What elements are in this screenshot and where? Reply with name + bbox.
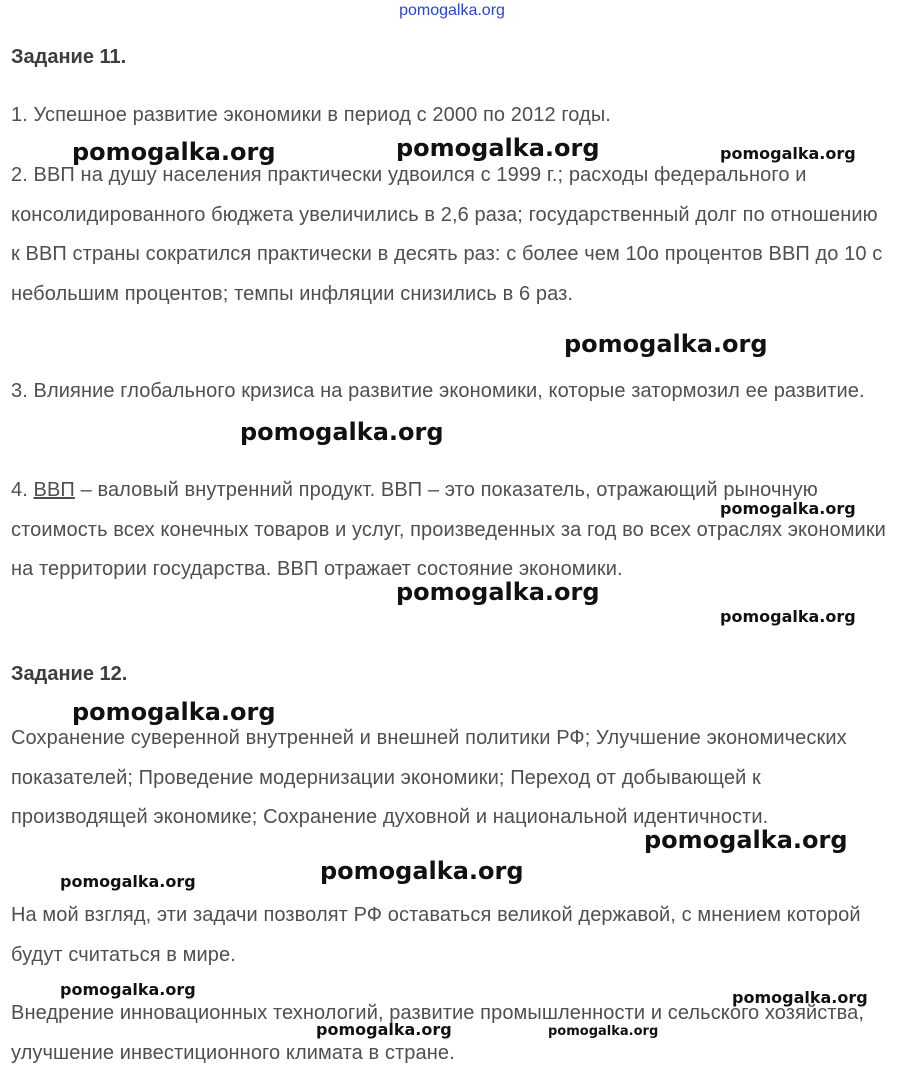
task-11-paragraph-1: 1. Успешное развитие экономики в период с 2000 по 2012 годы. <box>11 104 611 126</box>
task-12-paragraph-2: На мой взгляд, эти задачи позволят РФ оставаться великой державой, с мнением которой будут считаться в мире. <box>11 904 861 966</box>
task-11-paragraph-3: 3. Влияние глобального кризиса на развитие экономики, которые затормозил ее развитие. <box>11 380 865 402</box>
watermark: pomogalka.org <box>396 578 600 606</box>
task-11-paragraph-2: 2. ВВП на душу населения практически удвоился с 1999 г.; расходы федерального и консолидированного бюджета увеличились в 2,6 раза; государственный долг по отношению к ВВП страны сократился практически в десять раз: с более чем 10о процентов ВВП до 10 с небольшим процентов; темпы инфляции снизились в 6 раз. <box>11 164 883 305</box>
watermark: pomogalka.org <box>396 134 600 162</box>
watermark: pomogalka.org <box>72 138 276 166</box>
task-12-paragraph-1: Сохранение суверенной внутренней и внешней политики РФ; Улучшение экономических показателей; Проведение модернизации экономики; Переход от добывающей к производящей экономике; Сохранение духовной и национальной идентичности. <box>11 727 847 828</box>
site-header-watermark: pomogalka.org <box>399 2 505 19</box>
watermark: pomogalka.org <box>720 144 856 163</box>
task-12-paragraph-3: Внедрение инновационных технологий, развитие промышленности и сельского хозяйства, улучшение инвестиционного климата в стране. <box>11 1002 865 1064</box>
watermark: pomogalka.org <box>60 980 196 999</box>
watermark: pomogalka.org <box>72 698 276 726</box>
watermark: pomogalka.org <box>320 857 524 885</box>
task-12-heading: Задание 12. <box>11 663 128 685</box>
watermark: pomogalka.org <box>720 499 856 518</box>
watermark: pomogalka.org <box>60 872 196 891</box>
task-11-heading: Задание 11. <box>11 46 127 68</box>
watermark: pomogalka.org <box>548 1024 659 1039</box>
paragraph-4-text: – валовый внутренний продукт. ВВП – это показатель, отражающий рыночную стоимость всех конечных товаров и услуг, произведенных за год во всех отраслях экономики на территории государства. ВВП отражает состояние экономики. <box>11 479 886 580</box>
watermark: pomogalka.org <box>644 826 848 854</box>
watermark: pomogalka.org <box>564 330 768 358</box>
watermark: pomogalka.org <box>240 418 444 446</box>
paragraph-4-prefix: 4. <box>11 479 34 501</box>
watermark: pomogalka.org <box>732 988 868 1007</box>
vvp-link[interactable]: ВВП <box>33 479 75 501</box>
watermark: pomogalka.org <box>720 607 856 626</box>
task-11-paragraph-4 <box>11 471 891 590</box>
watermark: pomogalka.org <box>316 1020 452 1039</box>
